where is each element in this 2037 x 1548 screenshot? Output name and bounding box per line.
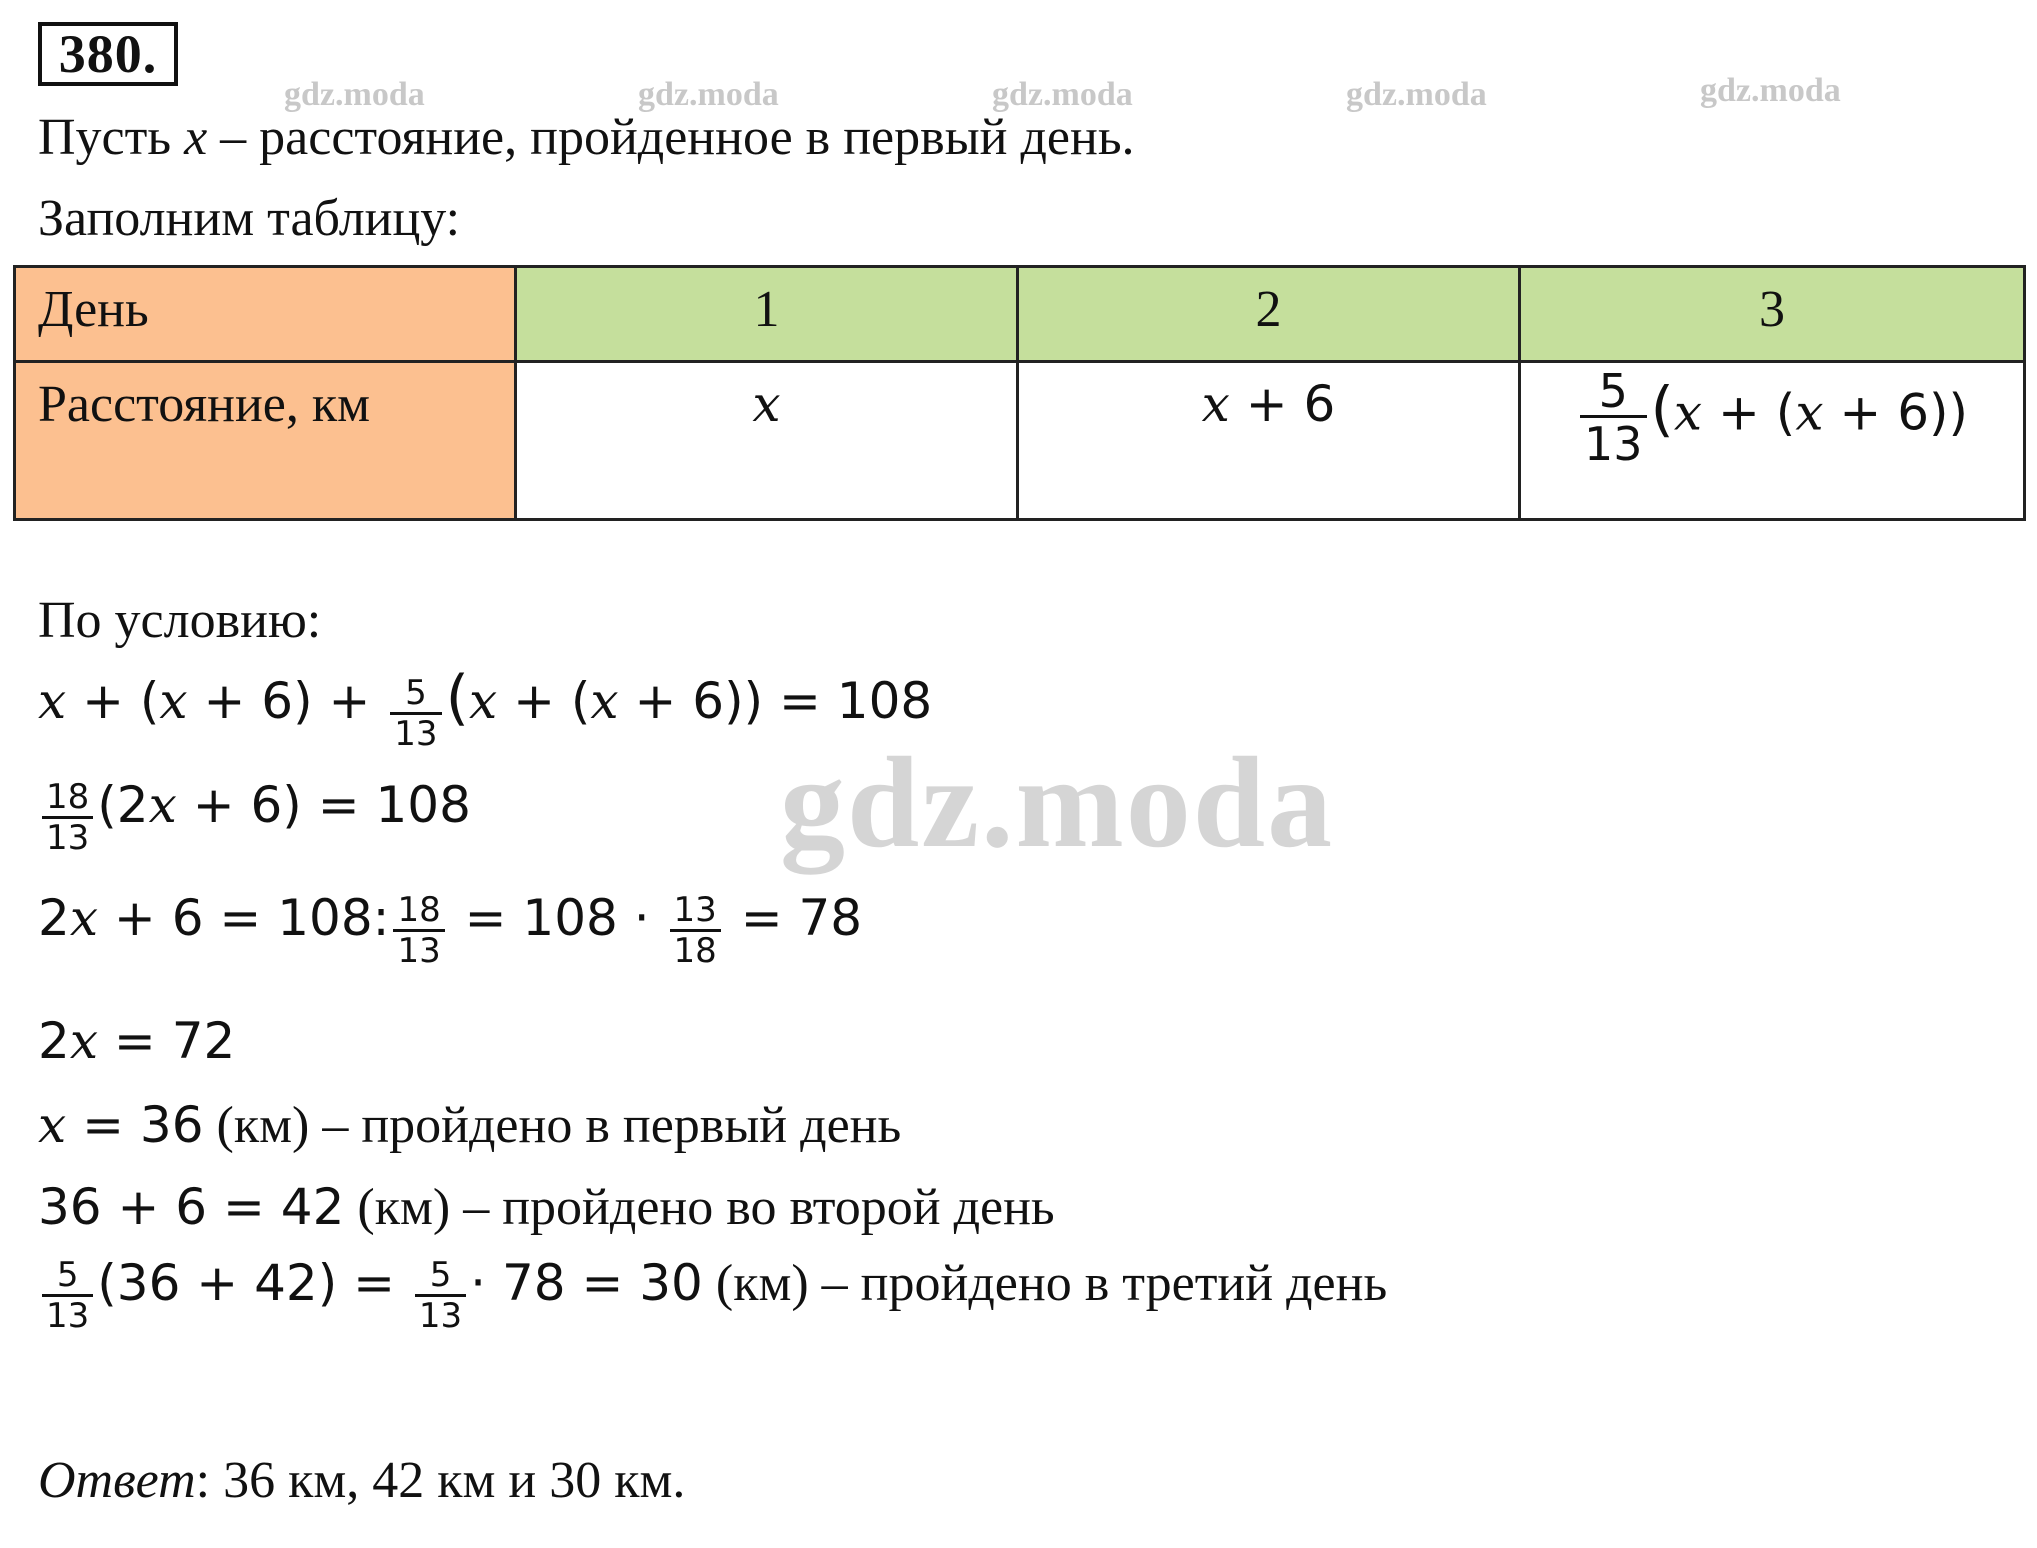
equation-line-1: x + (x + 6) + $\frac{5}{13}$ (x + (x + 6)) = 108 <box>38 663 933 754</box>
table-day-1: 1 <box>516 267 1018 362</box>
table-header-day: День <box>15 267 516 362</box>
answer-text: : 36 км, 42 км и 30 км. <box>195 1452 686 1509</box>
cell-expr: + 6 <box>1229 375 1336 433</box>
condition-label: По условию: <box>38 592 322 649</box>
fill-table-label: Заполним таблицу: <box>38 190 461 247</box>
watermark: gdz.moda <box>638 76 779 113</box>
watermark: gdz.moda <box>992 76 1133 113</box>
table-day-2: 2 <box>1018 267 1520 362</box>
fraction: $\frac{5}{13}$ <box>1580 367 1647 469</box>
fraction: $\frac{13}{18}$ <box>670 893 721 969</box>
fraction: $\frac{5}{13}$ <box>390 676 441 752</box>
intro-post: – расстояние, пройденное в первый день. <box>207 109 1135 166</box>
fraction: $\frac{5}{13}$ <box>415 1258 466 1334</box>
problem-number: 380. <box>38 22 178 86</box>
intro-var: x <box>184 109 208 166</box>
equation-line-2: $\frac{18}{13}$ (2x + 6) = 108 <box>38 780 471 857</box>
watermark: gdz.moda <box>284 76 425 113</box>
intro-sentence <box>38 109 1135 166</box>
intro-pre: Пусть <box>38 109 185 166</box>
table-row-distance-label: Расстояние, км <box>15 362 516 520</box>
table-cell-day1 <box>516 362 1018 520</box>
watermark-large: gdz.moda <box>780 731 1335 875</box>
cell-var: x <box>1201 375 1230 433</box>
equation-line-3: 2x + 6 = 108: $\frac{18}{13}$ = 108 · $\frac{13}{18}$ = 78 <box>38 889 863 971</box>
equation-line-6: 36 + 6 = 42 (км) – пройдено во второй день <box>38 1178 1055 1236</box>
equation-line-4: 2x = 72 <box>38 1012 236 1070</box>
distance-table <box>13 265 2026 521</box>
cell-var: x <box>752 375 781 433</box>
watermark: gdz.moda <box>1346 76 1487 113</box>
table-day-3: 3 <box>1520 267 2025 362</box>
table-cell-day3: $\frac{5}{13}$ (x + (x + 6)) <box>1520 362 2025 520</box>
fraction: $\frac{18}{13}$ <box>393 893 444 969</box>
watermark: gdz.moda <box>1700 72 1841 109</box>
answer-label: Ответ <box>38 1452 196 1509</box>
table-cell-day2 <box>1018 362 1520 520</box>
equation-line-7: $\frac{5}{13}$ (36 + 42) = $\frac{5}{13}$ · 78 = 30 (км) – пройдено в третий день <box>38 1258 1387 1335</box>
fraction: $\frac{5}{13}$ <box>42 1258 93 1334</box>
fraction: $\frac{18}{13}$ <box>42 780 93 856</box>
equation-line-5: x = 36 (км) – пройдено в первый день <box>38 1096 902 1154</box>
answer <box>38 1452 686 1509</box>
